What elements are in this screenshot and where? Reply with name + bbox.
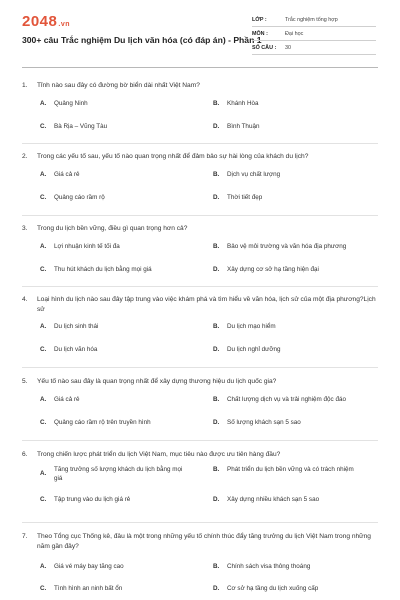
option-a[interactable] <box>40 99 195 109</box>
option-a[interactable] <box>40 562 195 572</box>
option-text: Chất lượng dịch vụ và trải nghiệm độc đáo <box>227 395 346 403</box>
option-a[interactable] <box>40 465 190 484</box>
question-number: 1. <box>22 82 28 89</box>
option-text: Quảng cáo rầm rộ <box>54 193 105 201</box>
option-text: Quảng cáo rầm rộ trên truyền hình <box>54 418 151 426</box>
option-d[interactable] <box>213 584 368 594</box>
question-4 <box>22 295 382 353</box>
question-separator <box>22 215 378 216</box>
option-b[interactable] <box>213 322 368 332</box>
question-text: Trong chiến lược phát triển du lịch Việt Nam, mục tiêu nào được ưu tiên hàng đầu? <box>37 451 281 458</box>
option-text: Du lịch mạo hiểm <box>227 323 276 330</box>
question-separator <box>22 286 378 287</box>
meta-key: SỐ CÂU : <box>252 44 277 51</box>
option-text: Thu hút khách du lịch bằng mọi giá <box>54 265 152 273</box>
option-text: Khánh Hòa <box>227 99 259 107</box>
question-stem <box>22 295 382 314</box>
option-text: Du lịch nghỉ dưỡng <box>227 346 281 353</box>
option-letter: C. <box>40 346 47 353</box>
option-letter: D. <box>213 265 220 273</box>
question-text: Loại hình du lịch nào sau đây tập trung vào việc khám phá và tìm hiểu về văn hóa, lịch sử của một địa phương?Lịch sử <box>37 296 376 313</box>
option-d[interactable] <box>213 193 368 203</box>
option-b[interactable] <box>213 99 368 109</box>
option-letter: A. <box>40 170 47 178</box>
question-separator <box>22 367 378 368</box>
option-letter: B. <box>213 395 220 403</box>
question-text: Trong du lịch bền vững, điều gì quan trọng hơn cả? <box>37 225 188 232</box>
question-stem <box>22 450 382 460</box>
option-text: Quảng Ninh <box>54 99 88 107</box>
option-text: Phát triển du lịch bền vững và có trách nhiệm <box>227 465 354 473</box>
option-letter: C. <box>40 585 47 592</box>
question-stem <box>22 532 382 551</box>
meta-row-count <box>252 41 376 55</box>
option-text: Cơ sở hạ tầng du lịch xuống cấp <box>227 585 319 592</box>
option-letter: C. <box>40 495 47 503</box>
question-2 <box>22 152 382 201</box>
option-letter: C. <box>40 418 47 426</box>
question-separator <box>22 440 378 441</box>
question-5 <box>22 377 382 426</box>
option-text: Bà Rịa – Vũng Tàu <box>54 122 108 130</box>
option-c[interactable] <box>40 122 195 132</box>
option-letter: D. <box>213 585 220 592</box>
meta-row-subject <box>252 27 376 41</box>
question-text: Theo Tổng cục Thống kê, đâu là một trong những yếu tố chính thúc đẩy tăng trưởng du lịch Việt Nam trong những năm gần đây? <box>37 533 371 550</box>
question-number: 3. <box>22 225 28 232</box>
option-text: Chính sách visa thông thoáng <box>227 563 311 570</box>
option-text: Lợi nhuận kinh tế tối đa <box>54 242 120 250</box>
option-a[interactable] <box>40 170 195 180</box>
option-letter: D. <box>213 122 220 130</box>
option-letter: B. <box>213 242 220 250</box>
option-letter: D. <box>213 495 220 503</box>
document-title: 300+ câu Trắc nghiệm Du lịch văn hóa (có đáp án) - Phần 1 <box>22 35 262 45</box>
document-header <box>0 0 400 68</box>
option-c[interactable] <box>40 495 195 505</box>
option-letter: A. <box>40 99 47 107</box>
option-letter: A. <box>40 395 47 403</box>
site-logo[interactable] <box>22 13 70 30</box>
option-text: Xây dựng nhiều khách sạn 5 sao <box>227 495 320 503</box>
meta-row-class <box>252 13 376 27</box>
question-1 <box>22 81 382 130</box>
question-3 <box>22 224 382 273</box>
option-d[interactable] <box>213 418 368 428</box>
question-separator <box>22 143 378 144</box>
option-letter: B. <box>213 99 220 107</box>
question-6 <box>22 450 382 503</box>
question-stem <box>22 377 382 387</box>
option-c[interactable] <box>40 265 195 275</box>
option-b[interactable] <box>213 562 368 572</box>
option-text: Du lịch sinh thái <box>54 323 99 330</box>
question-text: Trong các yếu tố sau, yếu tố nào quan trọng nhất để đảm bảo sự hài lòng của khách du lịch? <box>37 153 309 160</box>
option-letter: A. <box>40 563 47 570</box>
option-letter: B. <box>213 323 220 330</box>
option-letter: B. <box>213 465 220 473</box>
option-text: Giá cả rẻ <box>54 395 80 403</box>
option-a[interactable] <box>40 322 195 332</box>
option-a[interactable] <box>40 242 195 252</box>
option-letter: D. <box>213 346 220 353</box>
option-text: Giá cả rẻ <box>54 170 80 178</box>
option-d[interactable] <box>213 265 388 275</box>
option-letter: D. <box>213 193 220 201</box>
meta-value: 30 <box>285 44 291 51</box>
option-text: Tình hình an ninh bất ổn <box>54 585 123 592</box>
logo-tld: .vn <box>58 21 70 28</box>
option-d[interactable] <box>213 495 368 505</box>
meta-value: Đại học <box>285 30 304 37</box>
option-text: Bảo vệ môi trường và văn hóa địa phương <box>227 242 347 250</box>
option-text: Tập trung vào du lịch giá rẻ <box>54 495 131 503</box>
option-letter: A. <box>40 470 47 478</box>
meta-table <box>252 13 376 55</box>
question-number: 4. <box>22 296 28 303</box>
question-stem <box>22 81 382 91</box>
option-b[interactable] <box>213 465 363 475</box>
option-text: Du lịch văn hóa <box>54 346 98 353</box>
option-a[interactable] <box>40 395 195 405</box>
question-stem <box>22 152 382 162</box>
option-c[interactable] <box>40 584 195 594</box>
option-b[interactable] <box>213 395 388 405</box>
option-letter: D. <box>213 418 220 426</box>
question-number: 2. <box>22 153 28 160</box>
question-separator <box>22 522 378 523</box>
option-letter: A. <box>40 323 47 330</box>
option-text: Bình Thuận <box>227 122 260 130</box>
option-letter: C. <box>40 265 47 273</box>
question-text: Tỉnh nào sau đây có đường bờ biển dài nhất Việt Nam? <box>37 82 200 89</box>
option-d[interactable] <box>213 122 368 132</box>
option-letter: C. <box>40 193 47 201</box>
meta-key: LỚP : <box>252 16 267 23</box>
question-text: Yếu tố nào sau đây là quan trọng nhất để xây dựng thương hiệu du lịch quốc gia? <box>37 378 277 385</box>
option-text: Giá vé máy bay tăng cao <box>54 563 124 570</box>
meta-key: MÔN : <box>252 30 268 37</box>
option-text: Thời tiết đẹp <box>227 193 263 201</box>
logo-text: 2048 <box>22 13 58 30</box>
question-number: 5. <box>22 378 28 385</box>
question-7 <box>22 532 382 592</box>
option-text: Tăng trưởng số lượng khách du lịch bằng mọi giá <box>54 465 183 482</box>
option-letter: A. <box>40 242 47 250</box>
option-letter: B. <box>213 563 220 570</box>
option-letter: C. <box>40 122 47 130</box>
option-c[interactable] <box>40 193 195 203</box>
option-b[interactable] <box>213 242 388 252</box>
option-c[interactable] <box>40 418 205 428</box>
option-text: Dịch vụ chất lượng <box>227 170 281 178</box>
question-number: 6. <box>22 451 28 458</box>
option-c[interactable] <box>40 345 195 355</box>
option-text: Số lượng khách sạn 5 sao <box>227 418 301 426</box>
question-number: 7. <box>22 533 28 540</box>
option-b[interactable] <box>213 170 368 180</box>
question-stem <box>22 224 382 234</box>
option-text: Xây dựng cơ sở hạ tầng hiện đại <box>227 265 319 273</box>
meta-value: Trắc nghiệm tổng hợp <box>285 16 338 23</box>
header-divider <box>22 67 378 68</box>
option-letter: B. <box>213 170 220 178</box>
option-d[interactable] <box>213 345 368 355</box>
